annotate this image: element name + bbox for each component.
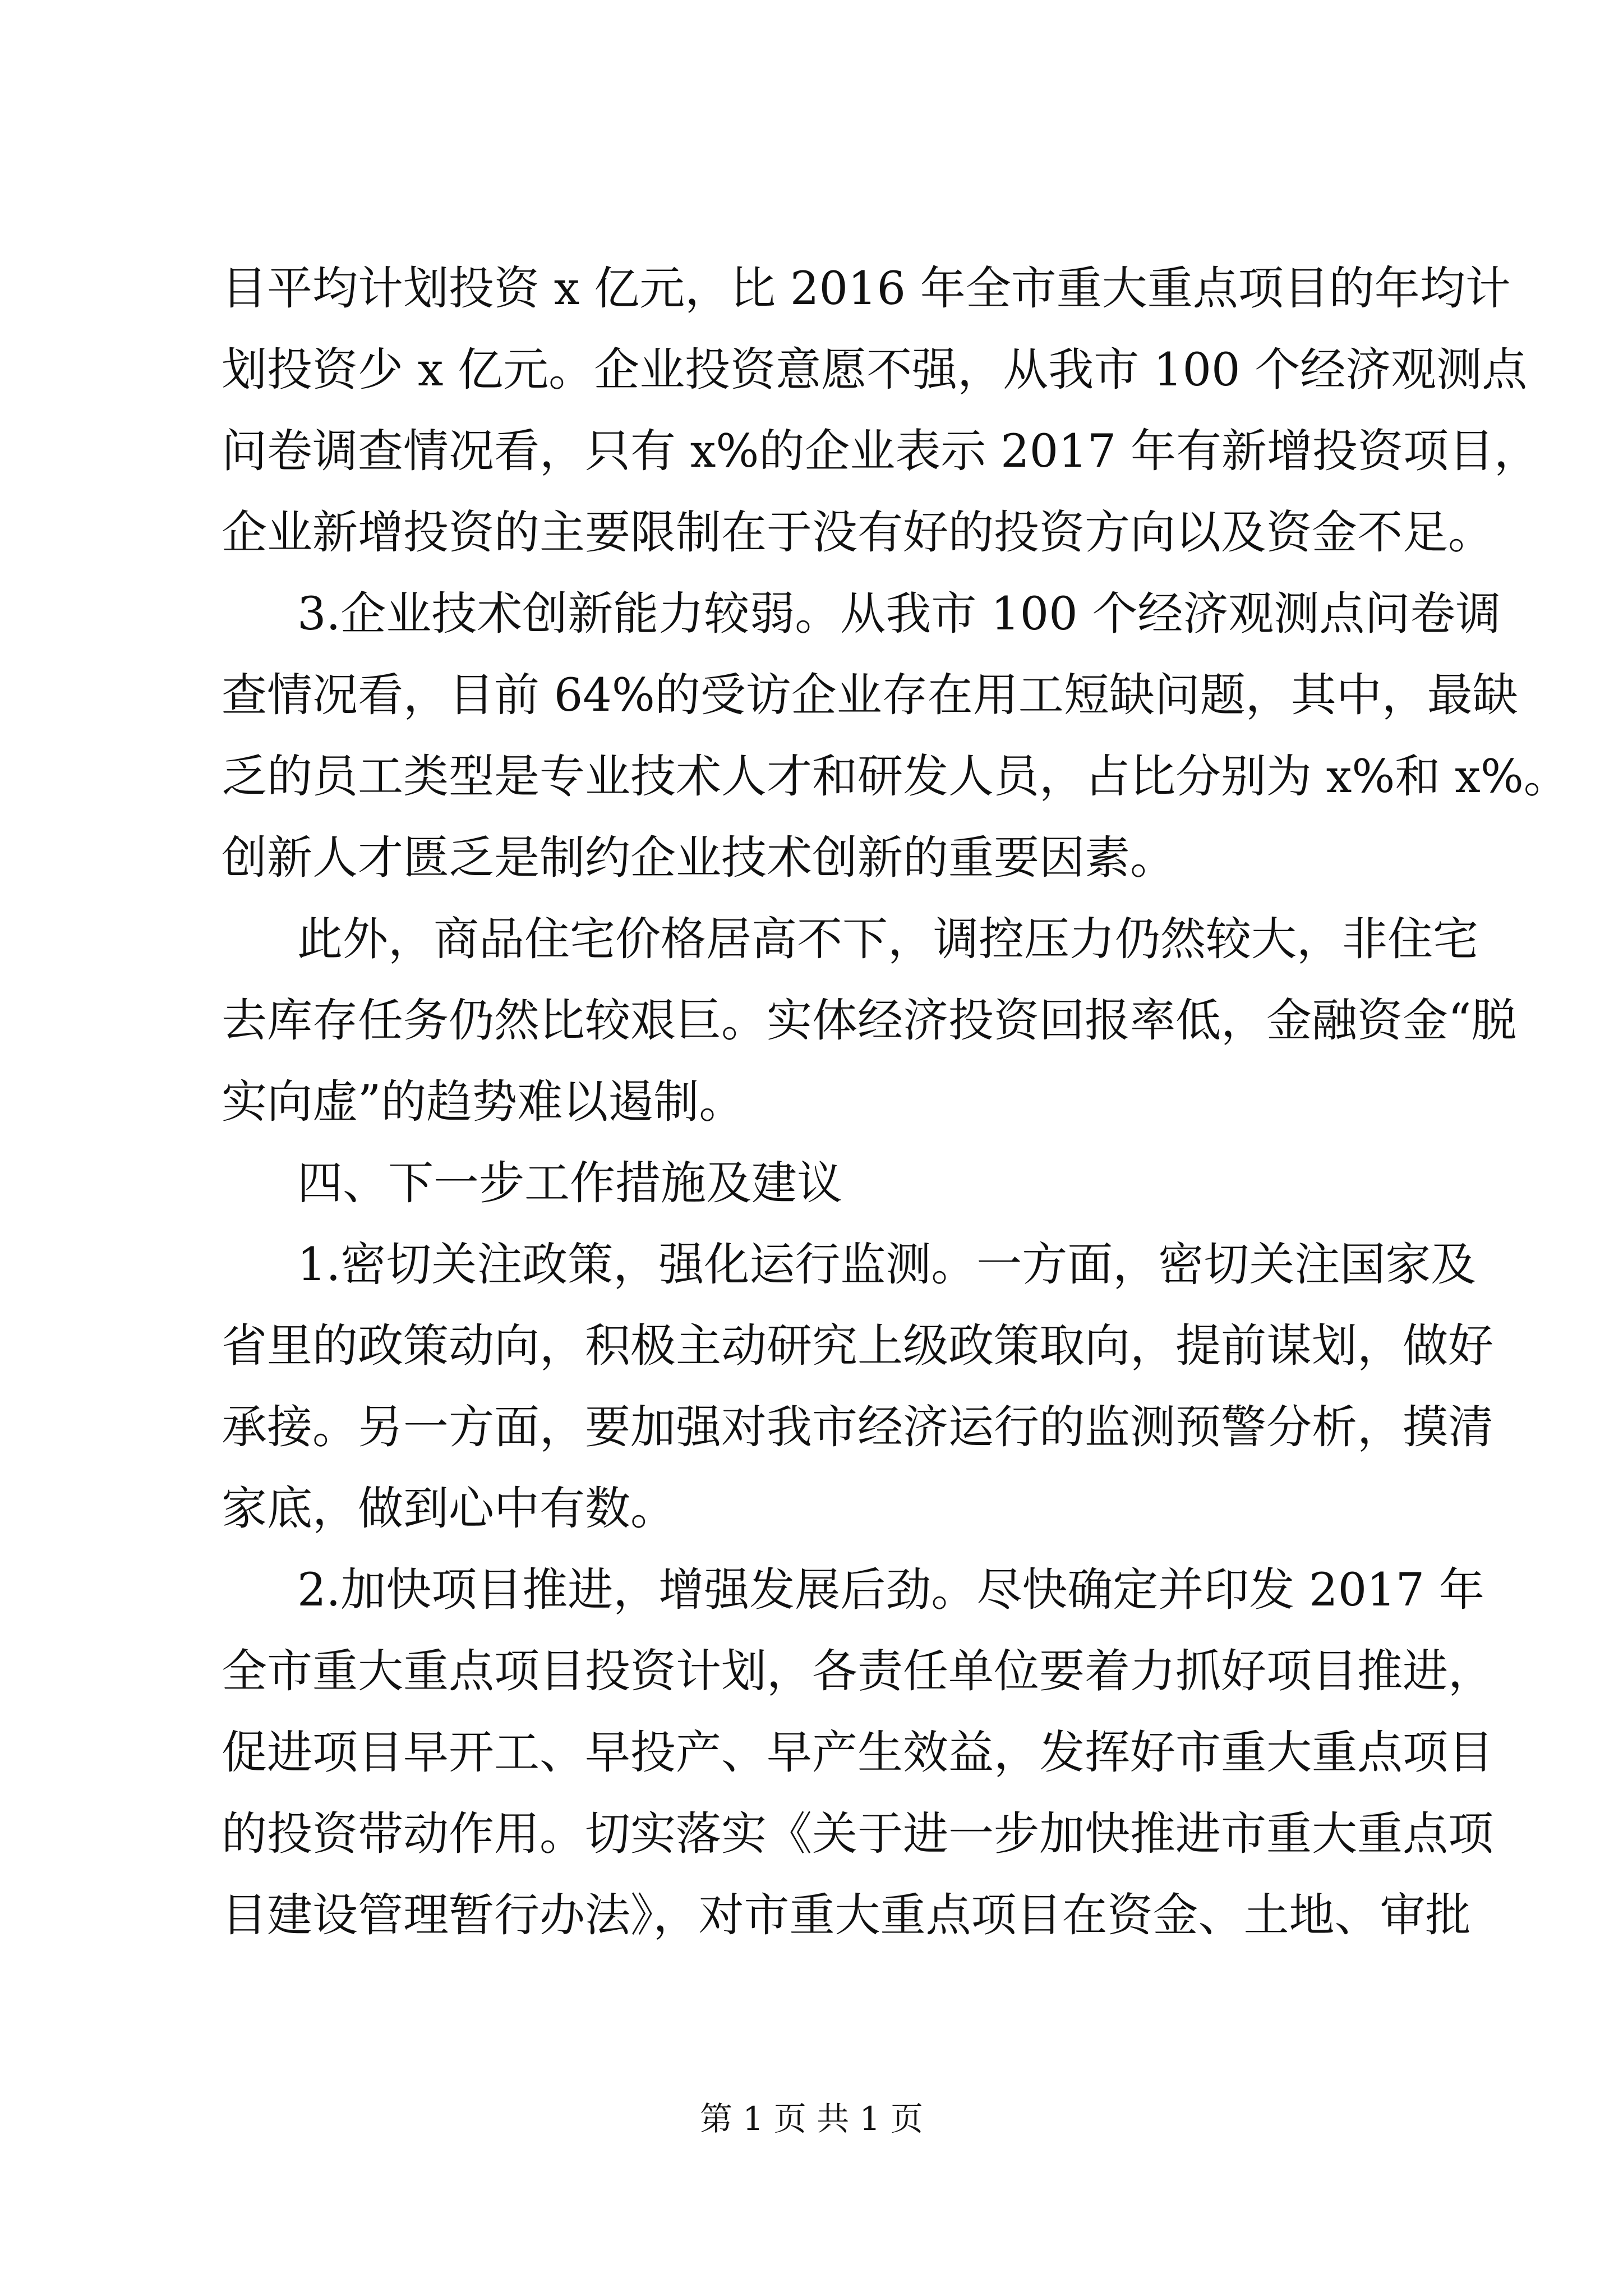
text-line: 1.密切关注政策，强化运行监测。一方面，密切关注国家及: [297, 1239, 1477, 1291]
text-line: 目平均计划投资 x 亿元，比 2016 年全市重大重点项目的年均计: [222, 263, 1511, 315]
text-line: 承接。另一方面，要加强对我市经济运行的监测预警分析，摸清: [222, 1401, 1494, 1454]
text-line: 3.企业技术创新能力较弱。从我市 100 个经济观测点问卷调: [297, 588, 1501, 641]
text-line: 去库存任务仍然比较艰巨。实体经济投资回报率低，金融资金“脱: [222, 995, 1517, 1047]
text-line: 此外，商品住宅价格居高不下，调控压力仍然较大，非住宅: [297, 913, 1479, 966]
text-line: 创新人才匮乏是制约企业技术创新的重要因素。: [222, 832, 1176, 885]
text-line: 促进项目早开工、早投产、早产生效益，发挥好市重大重点项目: [222, 1727, 1494, 1779]
text-line: 问卷调查情况看，只有 x%的企业表示 2017 年有新增投资项目，: [222, 425, 1540, 478]
text-line: 企业新增投资的主要限制在于没有好的投资方向以及资金不足。: [222, 507, 1494, 559]
text-line: 划投资少 x 亿元。企业投资意愿不强，从我市 100 个经济观测点: [222, 344, 1528, 397]
section-heading: 四、下一步工作措施及建议: [297, 1157, 843, 1210]
text-line: 的投资带动作用。切实落实《关于进一步加快推进市重大重点项: [222, 1808, 1494, 1861]
text-line: 2.加快项目推进，增强发展后劲。尽快确定并印发 2017 年: [297, 1564, 1484, 1617]
text-line: 家底，做到心中有数。: [222, 1483, 676, 1535]
page-number-footer: 第 1 页 共 1 页: [700, 2100, 923, 2138]
text-line: 实向虚”的趋势难以遏制。: [222, 1076, 745, 1129]
text-line: 查情况看，目前 64%的受访企业存在用工短缺问题，其中，最缺: [222, 669, 1518, 722]
text-line: 乏的员工类型是专业技术人才和研发人员，占比分别为 x%和 x%。: [222, 751, 1569, 803]
text-line: 目建设管理暂行办法》，对市重大重点项目在资金、土地、审批: [222, 1889, 1471, 1942]
text-line: 省里的政策动向，积极主动研究上级政策取向，提前谋划，做好: [222, 1320, 1494, 1373]
text-line: 全市重大重点项目投资计划，各责任单位要着力抓好项目推进，: [222, 1645, 1494, 1698]
